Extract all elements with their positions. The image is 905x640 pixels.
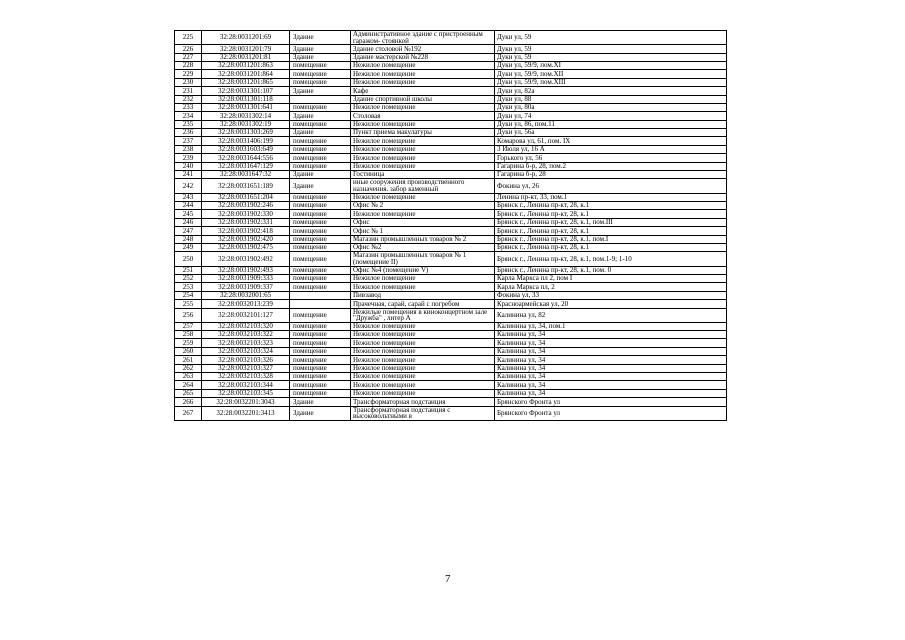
table-row [175,218,727,226]
cadastral-number-cell: 32:28:0032103:326 [202,356,290,364]
address-cell: Дуки ул, 56а [495,129,727,137]
object-type-cell: Здание [290,398,351,406]
object-type-cell: Здание [290,31,351,45]
object-name-cell: Нежилое помещение [351,373,495,381]
cadastral-number-cell: 32:28:0031301:641 [202,103,290,111]
object-type-cell: помещение [290,70,351,78]
object-type-cell: Здание [290,406,351,420]
object-type-cell: Здание [290,112,351,120]
address-cell: Брянск г., Ленина пр-кт, 28, к.1 [495,210,727,218]
row-number-cell: 255 [175,300,202,308]
object-type-cell: Здание [290,87,351,95]
page-number: 7 [445,573,451,585]
object-name-cell: Нежилое помещение [351,103,495,111]
cadastral-number-cell: 32:28:0031302:14 [202,112,290,120]
address-cell: Комарова ул, 61, пом. IX [495,137,727,145]
row-number-cell: 235 [175,120,202,128]
object-type-cell: помещение [290,103,351,111]
object-name-cell: Нежилое помещение [351,193,495,201]
object-name-cell: Нежилое помещение [351,70,495,78]
table-row [175,31,727,45]
cadastral-number-cell: 32:28:0031201:69 [202,31,290,45]
address-cell: Брянск г., Ленина пр-кт, 28, к.1 [495,202,727,210]
row-number-cell: 226 [175,45,202,53]
row-number-cell: 239 [175,154,202,162]
row-number-cell: 227 [175,53,202,61]
address-cell: Дуки ул, 88 [495,95,727,103]
row-number-cell: 244 [175,202,202,210]
cadastral-number-cell: 32:28:0031301:118 [202,95,290,103]
object-type-cell [290,300,351,308]
object-name-cell: Нежилое помещение [351,154,495,162]
table-row [175,308,727,322]
table-row [175,61,727,69]
cadastral-number-cell: 32:28:0031651:189 [202,179,290,193]
object-name-cell: Нежилое помещение [351,274,495,282]
address-cell: Горького ул, 56 [495,154,727,162]
address-cell: Брянского Фронта ул [495,406,727,420]
table-row [175,202,727,210]
table-row [175,171,727,179]
cadastral-number-cell: 32:28:0031603:649 [202,145,290,153]
cadastral-number-cell: 32:28:0032201:3413 [202,406,290,420]
row-number-cell: 242 [175,179,202,193]
object-type-cell: помещение [290,162,351,170]
object-name-cell: Нежилое помещение [351,145,495,153]
cadastral-number-cell: 32:28:0031647:32 [202,171,290,179]
table-row [175,274,727,282]
object-type-cell: помещение [290,137,351,145]
table-row [175,243,727,251]
object-type-cell: помещение [290,145,351,153]
row-number-cell: 228 [175,61,202,69]
row-number-cell: 230 [175,78,202,86]
table-row [175,300,727,308]
row-number-cell: 245 [175,210,202,218]
object-type-cell: помещение [290,154,351,162]
cadastral-number-cell: 32:28:0031201:864 [202,70,290,78]
table-row [175,406,727,420]
object-name-cell: Нежилое помещение [351,210,495,218]
address-cell: Дуки ул, 59 [495,53,727,61]
address-cell: Карла Маркса пл, 2 [495,283,727,291]
row-number-cell: 237 [175,137,202,145]
row-number-cell: 259 [175,339,202,347]
address-cell: Дуки ул, 59/9, пом.XIII [495,78,727,86]
object-type-cell: помещение [290,331,351,339]
table-row [175,129,727,137]
address-cell: Фокина ул, 33 [495,291,727,299]
row-number-cell: 251 [175,266,202,274]
address-cell: Карла Маркса пл 2, пом I [495,274,727,282]
object-type-cell: помещение [290,381,351,389]
row-number-cell: 262 [175,364,202,372]
address-cell: Дуки ул, 59 [495,45,727,53]
object-name-cell: Нежилое помещение [351,120,495,128]
cadastral-number-cell: 32:28:0032103:327 [202,364,290,372]
cadastral-number-cell: 32:28:0032103:344 [202,381,290,389]
object-name-cell: Административное здание с пристроенным гаражом- стоянкой [351,31,495,45]
cadastral-number-cell: 32:28:0032103:322 [202,331,290,339]
table-row [175,45,727,53]
object-name-cell: Нежилое помещение [351,78,495,86]
object-type-cell: помещение [290,373,351,381]
cadastral-number-cell: 32:28:0031909:337 [202,283,290,291]
row-number-cell: 257 [175,322,202,330]
row-number-cell: 225 [175,31,202,45]
row-number-cell: 253 [175,283,202,291]
cadastral-number-cell: 32:28:0031902:330 [202,210,290,218]
row-number-cell: 260 [175,347,202,355]
object-name-cell: Здание мастерской №228 [351,53,495,61]
cadastral-number-cell: 32:28:0031902:331 [202,218,290,226]
object-name-cell: Офис № 2 [351,202,495,210]
object-name-cell: Нежилое помещение [351,322,495,330]
object-type-cell: помещение [290,78,351,86]
cadastral-number-cell: 32:28:0031647:129 [202,162,290,170]
object-name-cell: Магазин промышленных товаров № 1 (помещение II) [351,252,495,266]
table-row [175,179,727,193]
object-name-cell: Гостиница [351,171,495,179]
table-row [175,103,727,111]
table-row [175,266,727,274]
table-row [175,283,727,291]
property-table [174,30,727,421]
object-name-cell: Нежилое помещение [351,381,495,389]
object-type-cell: помещение [290,364,351,372]
cadastral-number-cell: 32:28:0032201:3043 [202,398,290,406]
object-name-cell: Нежилое помещение [351,389,495,397]
table-row [175,398,727,406]
cadastral-number-cell: 32:28:0031902:420 [202,235,290,243]
address-cell: Дуки ул, 86, пом.11 [495,120,727,128]
object-type-cell: помещение [290,266,351,274]
address-cell: Дуки ул, 74 [495,112,727,120]
address-cell: Калинина ул, 34, пом.1 [495,322,727,330]
object-type-cell: помещение [290,356,351,364]
address-cell: Дуки ул, 59/9, пом.XI [495,61,727,69]
cadastral-number-cell: 32:28:0031301:107 [202,87,290,95]
table-row [175,373,727,381]
address-cell: Гагарина б-р, 28, пом.2 [495,162,727,170]
address-cell: Брянск г., Ленина пр-кт, 28, к.1 [495,243,727,251]
table-row [175,364,727,372]
table-row [175,339,727,347]
cadastral-number-cell: 32:28:0031909:333 [202,274,290,282]
object-type-cell: помещение [290,218,351,226]
object-type-cell: помещение [290,120,351,128]
address-cell: Брянского Фронта ул [495,398,727,406]
table-row [175,235,727,243]
cadastral-number-cell: 32:28:0032103:323 [202,339,290,347]
object-type-cell: помещение [290,274,351,282]
table-row [175,154,727,162]
address-cell: Брянск г., Ленина пр-кт, 28, к.1, пом.1-9; 1-10 [495,252,727,266]
table-row [175,252,727,266]
object-name-cell: Кафе [351,87,495,95]
table-row [175,389,727,397]
address-cell: Ленина пр-кт, 33, пом.1 [495,193,727,201]
object-name-cell: иные сооружения производственного назначения. забор каменный [351,179,495,193]
table-row [175,193,727,201]
row-number-cell: 249 [175,243,202,251]
table-row [175,87,727,95]
row-number-cell: 258 [175,331,202,339]
object-name-cell: Прачечная, сарай, сарай с погребом [351,300,495,308]
row-number-cell: 236 [175,129,202,137]
object-name-cell: Пивзавод [351,291,495,299]
row-number-cell: 234 [175,112,202,120]
address-cell: Калинина ул, 34 [495,356,727,364]
address-cell: Фокина ул, 26 [495,179,727,193]
object-type-cell [290,95,351,103]
table-row [175,331,727,339]
object-name-cell: Нежилое помещение [351,137,495,145]
object-name-cell: Нежилое помещение [351,162,495,170]
object-name-cell: Нежилое помещение [351,339,495,347]
object-name-cell: Нежилое помещение [351,331,495,339]
address-cell: Дуки ул, 59 [495,31,727,45]
cadastral-number-cell: 32:28:0031406:199 [202,137,290,145]
cadastral-number-cell: 32:28:0031902:246 [202,202,290,210]
row-number-cell: 256 [175,308,202,322]
object-name-cell: Пункт приема макулатуры [351,129,495,137]
cadastral-number-cell: 32:28:0031644:556 [202,154,290,162]
row-number-cell: 233 [175,103,202,111]
object-name-cell: Столовая [351,112,495,120]
object-type-cell: помещение [290,202,351,210]
address-cell: Брянск г., Ленина пр-кт, 28, к.1, пом.III [495,218,727,226]
object-type-cell: Здание [290,45,351,53]
table-row [175,112,727,120]
table-row [175,381,727,389]
object-type-cell: помещение [290,283,351,291]
object-name-cell: Трансформаторная подстанция с высоковольтными в [351,406,495,420]
row-number-cell: 264 [175,381,202,389]
object-name-cell: Здание столовой №192 [351,45,495,53]
table-row [175,227,727,235]
row-number-cell: 231 [175,87,202,95]
property-table-body [175,31,727,421]
cadastral-number-cell: 32:28:0031201:865 [202,78,290,86]
cadastral-number-cell: 32:28:0031651:204 [202,193,290,201]
object-name-cell: Офис №2 [351,243,495,251]
object-type-cell [290,291,351,299]
cadastral-number-cell: 32:28:0031303:269 [202,129,290,137]
row-number-cell: 250 [175,252,202,266]
cadastral-number-cell: 32:28:0032103:324 [202,347,290,355]
address-cell: Дуки ул, 80а [495,103,727,111]
row-number-cell: 241 [175,171,202,179]
row-number-cell: 266 [175,398,202,406]
row-number-cell: 229 [175,70,202,78]
row-number-cell: 232 [175,95,202,103]
address-cell: Брянск г., Ленина пр-кт, 28, к.1, пом.I [495,235,727,243]
object-name-cell: Нежилое помещение [351,356,495,364]
object-name-cell: Нежилые помещения в киноконцертном зале "Дружба" , литер А [351,308,495,322]
cadastral-number-cell: 32:28:0032103:345 [202,389,290,397]
cadastral-number-cell: 32:28:0031902:492 [202,252,290,266]
object-type-cell: помещение [290,193,351,201]
object-name-cell: Офис № 1 [351,227,495,235]
cadastral-number-cell: 32:28:0031902:418 [202,227,290,235]
address-cell: Калинина ул, 34 [495,373,727,381]
cadastral-number-cell: 32:28:0032103:328 [202,373,290,381]
table-row [175,162,727,170]
object-name-cell: Нежилое помещение [351,61,495,69]
object-name-cell: Магазин промышленных товаров № 2 [351,235,495,243]
object-name-cell: Трансформаторная подстанция [351,398,495,406]
row-number-cell: 263 [175,373,202,381]
object-type-cell: помещение [290,235,351,243]
table-row [175,120,727,128]
table-row [175,356,727,364]
object-type-cell: помещение [290,252,351,266]
object-name-cell: Офис [351,218,495,226]
address-cell: Калинина ул, 34 [495,331,727,339]
row-number-cell: 254 [175,291,202,299]
object-name-cell: Здание спортивной школы [351,95,495,103]
object-type-cell: помещение [290,389,351,397]
object-type-cell: Здание [290,179,351,193]
object-type-cell: помещение [290,227,351,235]
address-cell: Дуки ул, 82а [495,87,727,95]
object-type-cell: помещение [290,339,351,347]
row-number-cell: 265 [175,389,202,397]
cadastral-number-cell: 32:28:0032103:320 [202,322,290,330]
object-name-cell: Офис №4 (помещение V) [351,266,495,274]
table-row [175,291,727,299]
table-row [175,210,727,218]
row-number-cell: 240 [175,162,202,170]
object-name-cell: Нежилое помещение [351,364,495,372]
table-row [175,53,727,61]
address-cell: Гагарина б-р, 28 [495,171,727,179]
cadastral-number-cell: 32:28:0031902:475 [202,243,290,251]
address-cell: Красноармейская ул, 20 [495,300,727,308]
address-cell: Брянск г., Ленина пр-кт, 28, к.1, пом. 0 [495,266,727,274]
row-number-cell: 238 [175,145,202,153]
address-cell: Калинина ул, 34 [495,347,727,355]
cadastral-number-cell: 32:28:0031302:19 [202,120,290,128]
object-type-cell: помещение [290,308,351,322]
table-row [175,322,727,330]
table-row [175,137,727,145]
address-cell: 3 Июля ул, 16 А [495,145,727,153]
cadastral-number-cell: 32:28:0031201:863 [202,61,290,69]
table-row [175,70,727,78]
table-row [175,145,727,153]
row-number-cell: 252 [175,274,202,282]
table-row [175,347,727,355]
cadastral-number-cell: 32:28:0031201:79 [202,45,290,53]
object-type-cell: Здание [290,171,351,179]
object-type-cell: помещение [290,210,351,218]
address-cell: Калинина ул, 34 [495,381,727,389]
object-type-cell: Здание [290,129,351,137]
row-number-cell: 243 [175,193,202,201]
cadastral-number-cell: 32:28:0032101:127 [202,308,290,322]
address-cell: Калинина ул, 34 [495,339,727,347]
object-type-cell: помещение [290,322,351,330]
object-name-cell: Нежилое помещение [351,347,495,355]
object-type-cell: помещение [290,347,351,355]
row-number-cell: 247 [175,227,202,235]
object-type-cell: помещение [290,61,351,69]
row-number-cell: 246 [175,218,202,226]
address-cell: Брянск г., Ленина пр-кт, 28, к.1 [495,227,727,235]
row-number-cell: 261 [175,356,202,364]
object-type-cell: Здание [290,53,351,61]
cadastral-number-cell: 32:28:0031201:81 [202,53,290,61]
address-cell: Дуки ул, 59/9, пом.XII [495,70,727,78]
address-cell: Калинина ул, 34 [495,364,727,372]
address-cell: Калинина ул, 34 [495,389,727,397]
table-row [175,78,727,86]
table-row [175,95,727,103]
row-number-cell: 248 [175,235,202,243]
object-type-cell: помещение [290,243,351,251]
row-number-cell: 267 [175,406,202,420]
cadastral-number-cell: 32:28:0032001:65 [202,291,290,299]
cadastral-number-cell: 32:28:0031902:493 [202,266,290,274]
object-name-cell: Нежилое помещение [351,283,495,291]
address-cell: Калинина ул, 82 [495,308,727,322]
cadastral-number-cell: 32:28:0032013:239 [202,300,290,308]
